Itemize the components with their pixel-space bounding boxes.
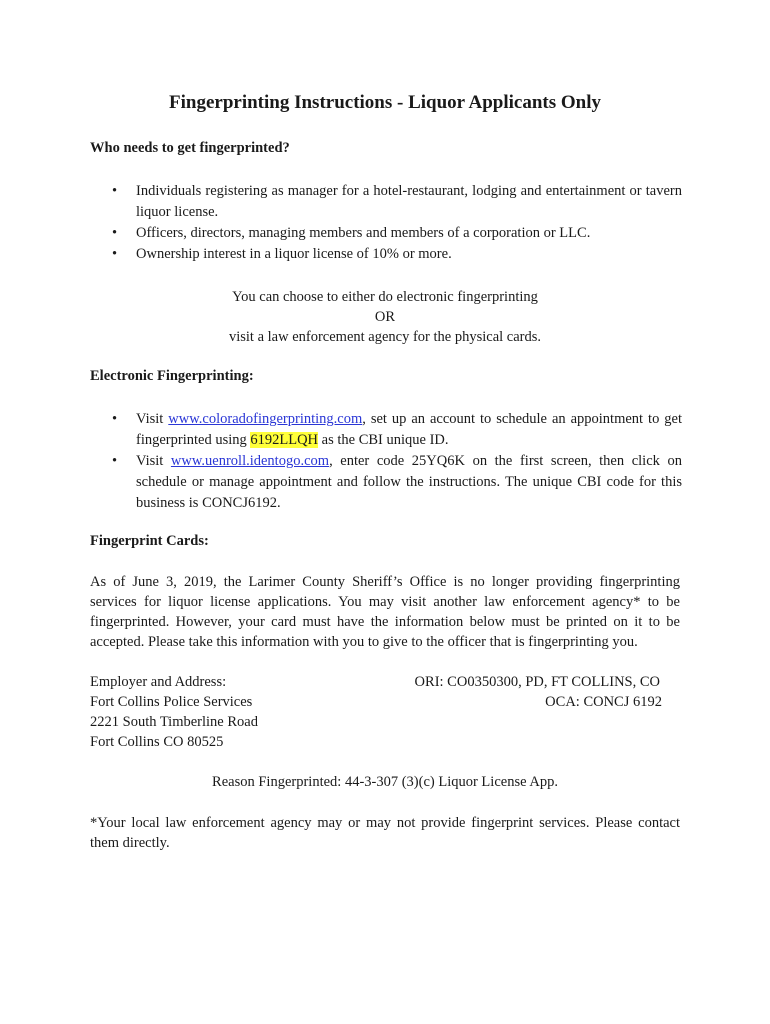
choice-line-3: visit a law enforcement agency for the physical cards.	[228, 329, 542, 345]
item-text: , set up an account to schedule an appointment to get fingerprinted using	[136, 411, 682, 448]
page-title: Fingerprinting Instructions - Liquor Applicants Only	[169, 92, 601, 113]
item-suffix: as the CBI unique ID.	[318, 432, 449, 448]
footnote: *Your local law enforcement agency may or may not provide fingerprint services. Please contact them directly.	[90, 815, 680, 851]
employer-name: Fort Collins Police Services	[90, 694, 253, 710]
cards-paragraph: As of June 3, 2019, the Larimer County Sheriff’s Office is no longer providing fingerprinting services for liquor license applications. You may visit another law enforcement agency* to be fingerprinted. However, your card must have the information below must be printed on it to be accepted. Please take this information with you to give to the officer that is fingerprinting you.	[90, 574, 680, 650]
oca-code: OCA: CONCJ 6192	[545, 694, 662, 710]
choice-line-2: OR	[374, 309, 396, 325]
employer-street: 2221 South Timberline Road	[90, 714, 258, 730]
item-prefix: Visit	[136, 453, 171, 469]
employer-label: Employer and Address:	[90, 674, 227, 690]
list-item	[90, 409, 682, 451]
item-prefix: Visit	[136, 411, 169, 427]
list-item: • Individuals registering as manager for a hotel-restaurant, lodging and entertainment or tavern liquor license.	[90, 181, 682, 223]
electronic-list	[90, 409, 682, 514]
cards-heading: Fingerprint Cards:	[90, 533, 209, 549]
colorado-fingerprinting-link[interactable]: www.coloradofingerprinting.com	[168, 411, 363, 427]
who-heading: Who needs to get fingerprinted?	[90, 140, 290, 156]
choice-line-1: You can choose to either do electronic fingerprinting	[232, 289, 538, 305]
ori-code: ORI: CO0350300, PD, FT COLLINS, CO	[414, 674, 660, 690]
employer-city: Fort Collins CO 80525	[90, 734, 224, 750]
list-item: • Officers, directors, managing members and members of a corporation or LLC.	[90, 223, 682, 244]
who-list	[90, 181, 682, 265]
cbi-id-highlight: 6192LLQH	[250, 432, 319, 448]
list-item: • Ownership interest in a liquor license of 10% or more.	[90, 244, 682, 265]
list-item	[90, 451, 682, 514]
electronic-heading: Electronic Fingerprinting:	[90, 368, 254, 384]
item-suffix: , enter code 25YQ6K on the first screen, then click on schedule or manage appointment and follow the instructions. The unique CBI code for this business is CONCJ6192.	[136, 453, 682, 511]
uenroll-link[interactable]: www.uenroll.identogo.com	[170, 453, 330, 469]
choice-block	[0, 287, 770, 347]
reason-line: Reason Fingerprinted: 44-3-307 (3)(c) Liquor License App.	[212, 774, 558, 790]
